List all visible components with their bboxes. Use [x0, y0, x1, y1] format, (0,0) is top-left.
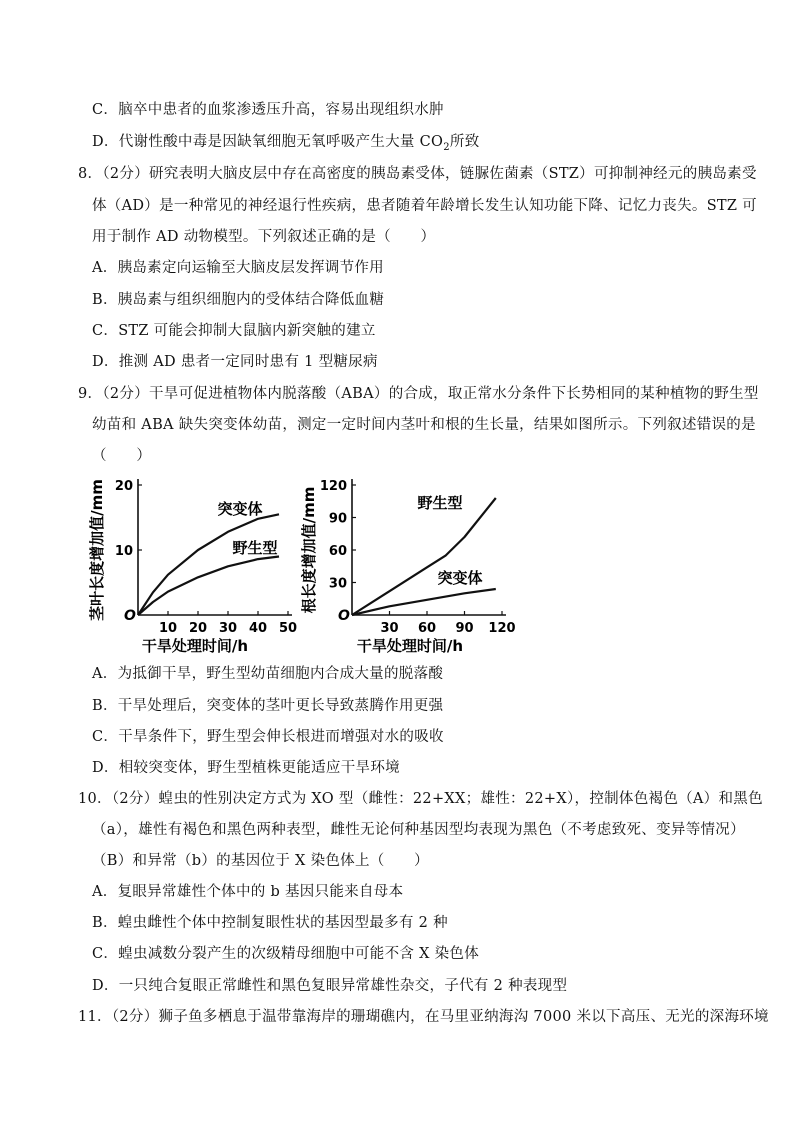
x-tick-label: 120 [488, 621, 516, 636]
x-axis-label: 干旱处理时间/h [141, 637, 249, 655]
q8-option-b: B．胰岛素与组织细胞内的受体结合降低血糖 [92, 292, 385, 308]
series-label: 突变体 [217, 500, 263, 518]
y-tick-label: 90 [328, 511, 347, 527]
y-tick-label: 60 [328, 544, 347, 559]
q10-stem-line2: （a），雄性有褐色和黑色两种表型，雌性无论何种基因型均表现为黑色（不考虑致死、变异等情况） [92, 822, 745, 838]
q11-stem-line1: 11．（2分）狮子鱼多栖息于温带靠海岸的珊瑚礁内，在马里亚纳海沟 7000 米以下高压、无光的深海环境 [78, 1009, 769, 1025]
y-tick-label: 20 [114, 479, 133, 494]
q8-option-c: C．STZ 可能会抑制大鼠脑内新突触的建立 [92, 323, 376, 339]
q9-figure [88, 470, 516, 660]
q9-stem-line1: 9．（2分）干旱可促进植物体内脱落酸（ABA）的合成，取正常水分条件下长势相同的某种植物的野生型 [78, 386, 759, 402]
q9-option-c: C．干旱条件下，野生型会伸长根进而增强对水的吸收 [92, 729, 444, 745]
y-tick-label: 30 [328, 576, 347, 592]
q9-stem-line3: （ ） [92, 448, 152, 464]
y-axis-label: 根长度增加值/mm [300, 486, 318, 614]
q8-option-d: D．推测 AD 患者一定同时患有 1 型糖尿病 [92, 354, 378, 370]
series-line [138, 514, 279, 615]
y-axis-label: 茎叶长度增加值/mm [88, 479, 106, 621]
chart-root [300, 479, 516, 655]
x-tick-label: 40 [248, 621, 268, 636]
q7-option-c: C．脑卒中患者的血浆渗透压升高，容易出现组织水肿 [92, 102, 444, 118]
x-tick-label: 20 [188, 621, 208, 636]
origin-label: O [124, 608, 136, 624]
x-tick-label: 30 [218, 621, 238, 636]
x-tick-label: 60 [417, 621, 437, 636]
q8-option-a: A．胰岛素定向运输至大脑皮层发挥调节作用 [92, 260, 384, 276]
x-tick-label: 30 [380, 621, 399, 636]
q8-stem-line2: 体（AD）是一种常见的神经退行性疾病，患者随着年龄增长发生认知功能下降、记忆力丧失。STZ 可 [92, 198, 757, 214]
y-tick-label: 120 [319, 479, 347, 494]
chart-stem-leaf [88, 479, 297, 655]
series-label: 突变体 [437, 569, 483, 587]
q7-option-d-text: D．代谢性酸中毒是因缺氧细胞无氧呼吸产生大量 CO [92, 134, 444, 150]
q8-stem-line3: 用于制作 AD 动物模型。下列叙述正确的是（ ） [92, 229, 436, 245]
q10-option-d: D．一只纯合复眼正常雌性和黑色复眼异常雄性杂交，子代有 2 种表现型 [92, 978, 568, 994]
y-tick-label: 10 [114, 544, 133, 559]
q7-option-d [92, 132, 480, 152]
x-tick-label: 10 [158, 621, 178, 636]
q10-option-b: B．蝗虫雌性个体中控制复眼性状的基因型最多有 2 种 [92, 915, 448, 931]
q9-option-b: B．干旱处理后，突变体的茎叶更长导致蒸腾作用更强 [92, 698, 444, 714]
x-axis-label: 干旱处理时间/h [356, 637, 464, 655]
q9-option-d: D．相较突变体，野生型植株更能适应干旱环境 [92, 760, 400, 776]
series-label: 野生型 [417, 494, 463, 512]
q9-option-a: A．为抵御干旱，野生型幼苗细胞内合成大量的脱落酸 [92, 666, 444, 682]
q7-option-d-end: 所致 [449, 134, 480, 150]
origin-label: O [338, 608, 350, 624]
series-label: 野生型 [232, 539, 278, 557]
q7-option-d-subscript: 2 [443, 141, 450, 153]
q10-option-a: A．复眼异常雄性个体中的 b 基因只能来自母本 [92, 884, 404, 900]
q10-stem-line1: 10．（2分）蝗虫的性别决定方式为 XO 型（雌性：22+XX；雄性：22+X），控制体色褐色（A）和黑色 [78, 791, 763, 807]
series-line [352, 498, 496, 615]
q10-option-c: C．蝗虫减数分裂产生的次级精母细胞中可能不含 X 染色体 [92, 946, 480, 962]
q9-stem-line2: 幼苗和 ABA 缺失突变体幼苗，测定一定时间内茎叶和根的生长量，结果如图所示。下列叙述错误的是 [92, 417, 756, 433]
x-tick-label: 50 [278, 621, 298, 636]
q10-stem-line3: （B）和异常（b）的基因位于 X 染色体上（ ） [92, 853, 429, 869]
q8-stem-line1: 8．（2分）研究表明大脑皮层中存在高密度的胰岛素受体，链脲佐菌素（STZ）可抑制神经元的胰岛素受 [78, 166, 757, 182]
x-tick-label: 90 [455, 621, 474, 636]
